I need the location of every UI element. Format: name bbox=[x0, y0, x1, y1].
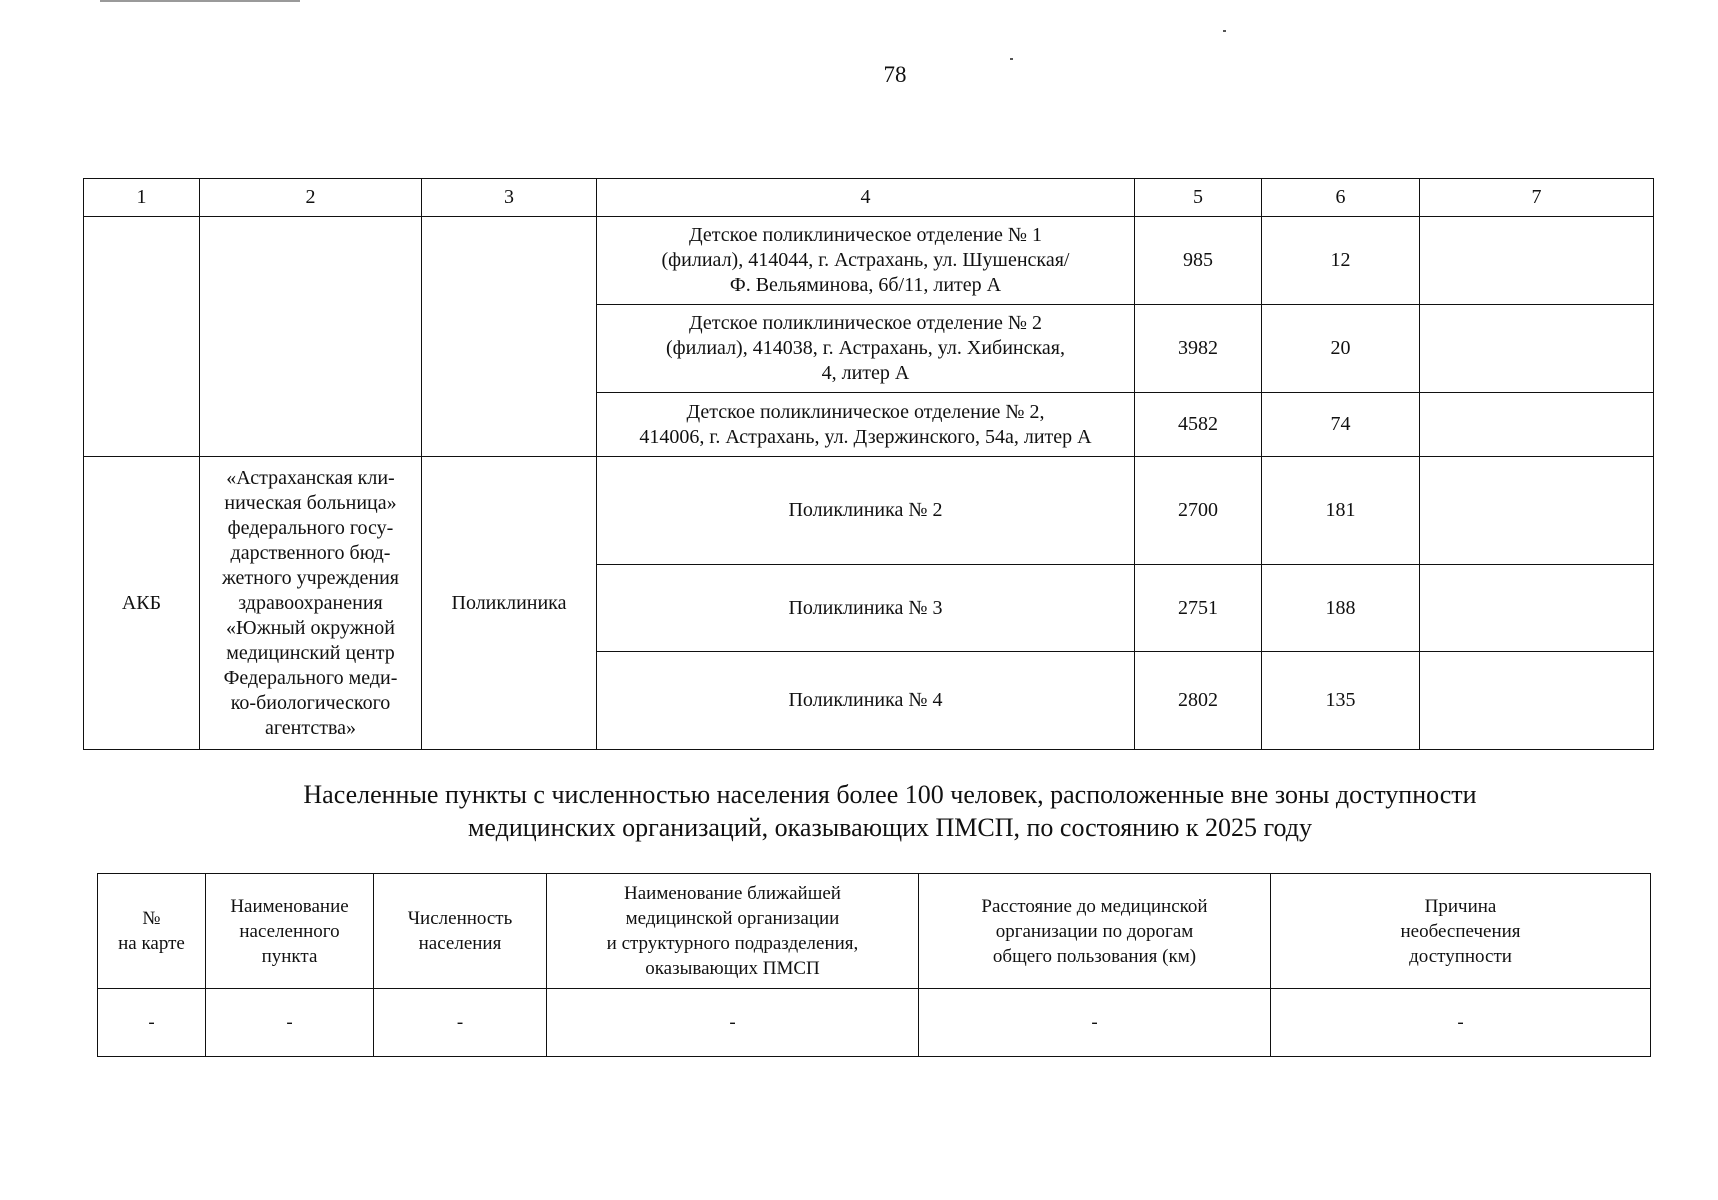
page-number: 78 bbox=[883, 62, 907, 87]
scan-speck bbox=[1223, 30, 1226, 32]
text-line: дарственного бюд- bbox=[230, 541, 391, 564]
text-line: ко-биологического bbox=[230, 691, 391, 714]
code-cell bbox=[84, 217, 200, 457]
value-cell: 2802 bbox=[1135, 652, 1262, 750]
facilities-table bbox=[83, 178, 1654, 750]
column-number: 1 bbox=[84, 179, 200, 217]
empty-value-cell: - bbox=[206, 989, 374, 1057]
value-cell: 12 bbox=[1262, 217, 1420, 305]
type-cell bbox=[422, 217, 597, 457]
title-line: Населенные пункты с численностью населения более 100 человек, расположенные вне зоны доступности bbox=[303, 780, 1477, 809]
header-line: Наименование ближайшей bbox=[624, 883, 841, 904]
empty-value-cell: - bbox=[374, 989, 547, 1057]
header-map-number bbox=[98, 874, 206, 989]
code-cell: АКБ bbox=[84, 457, 200, 750]
empty-value-cell: - bbox=[547, 989, 919, 1057]
value-cell: 20 bbox=[1262, 305, 1420, 393]
text-line: Детское поликлиническое отделение № 2, bbox=[686, 400, 1045, 423]
text-line: (филиал), 414038, г. Астрахань, ул. Хибинская, bbox=[666, 337, 1065, 359]
subdivision-cell: Поликлиника № 2 bbox=[597, 457, 1135, 565]
text-line: жетного учреждения bbox=[222, 566, 399, 589]
column-number: 3 bbox=[422, 179, 597, 217]
header-line: Расстояние до медицинской bbox=[981, 895, 1208, 917]
note-cell bbox=[1420, 652, 1654, 750]
value-cell: 3982 bbox=[1135, 305, 1262, 393]
note-cell bbox=[1420, 457, 1654, 565]
header-line: Наименование bbox=[230, 895, 349, 917]
note-cell bbox=[1420, 305, 1654, 393]
note-cell bbox=[1420, 565, 1654, 652]
title-line: медицинских организаций, оказывающих ПМСП, по состоянию к 2025 году bbox=[467, 813, 1313, 842]
header-line: оказывающих ПМСП bbox=[645, 958, 820, 979]
empty-value-cell: - bbox=[98, 989, 206, 1057]
header-line: необеспечения bbox=[1400, 920, 1521, 942]
header-reason bbox=[1271, 874, 1651, 989]
header-line: общего пользования (км) bbox=[992, 945, 1197, 967]
value-cell: 188 bbox=[1262, 565, 1420, 652]
header-line: и структурного подразделения, bbox=[606, 933, 859, 954]
section-title bbox=[100, 778, 1680, 844]
text-line: Ф. Вельяминова, 6б/11, литер А bbox=[729, 274, 1002, 296]
text-line: «Южный окружной bbox=[226, 616, 395, 639]
note-cell bbox=[1420, 217, 1654, 305]
header-nearest-organization bbox=[547, 874, 919, 989]
text-line: Федерального меди- bbox=[223, 666, 398, 689]
text-line: 4, литер А bbox=[821, 362, 910, 384]
header-line: № bbox=[142, 908, 161, 929]
value-cell: 4582 bbox=[1135, 393, 1262, 457]
table-row bbox=[98, 989, 1651, 1057]
note-cell bbox=[1420, 393, 1654, 457]
column-number-row bbox=[84, 179, 1654, 217]
header-line: населения bbox=[418, 933, 502, 954]
type-cell: Поликлиника bbox=[422, 457, 597, 750]
empty-value-cell: - bbox=[919, 989, 1271, 1057]
text-line: (филиал), 414044, г. Астрахань, ул. Шушенская/ bbox=[661, 249, 1070, 271]
subdivision-cell bbox=[597, 305, 1135, 393]
table-row bbox=[84, 217, 1654, 305]
scan-edge-mark bbox=[100, 0, 300, 4]
text-line: агентства» bbox=[264, 716, 357, 739]
header-settlement-name bbox=[206, 874, 374, 989]
text-line: федерального госу- bbox=[227, 516, 394, 539]
header-line: пункта bbox=[261, 945, 318, 967]
subdivision-cell bbox=[597, 393, 1135, 457]
text-line: медицинский центр bbox=[226, 641, 395, 664]
header-line: медицинской организации bbox=[625, 908, 840, 929]
header-line: на карте bbox=[118, 933, 185, 954]
settlements-table bbox=[97, 873, 1651, 1057]
value-cell: 181 bbox=[1262, 457, 1420, 565]
subdivision-cell: Поликлиника № 4 bbox=[597, 652, 1135, 750]
column-number: 7 bbox=[1420, 179, 1654, 217]
value-cell: 135 bbox=[1262, 652, 1420, 750]
header-population bbox=[374, 874, 547, 989]
header-line: организации по дорогам bbox=[995, 920, 1194, 942]
value-cell: 74 bbox=[1262, 393, 1420, 457]
header-line: доступности bbox=[1409, 945, 1512, 967]
value-cell: 985 bbox=[1135, 217, 1262, 305]
column-number: 2 bbox=[200, 179, 422, 217]
organization-cell bbox=[200, 217, 422, 457]
column-number: 6 bbox=[1262, 179, 1420, 217]
empty-value-cell: - bbox=[1271, 989, 1651, 1057]
header-row bbox=[98, 874, 1651, 989]
column-number: 4 bbox=[597, 179, 1135, 217]
text-line: здравоохранения bbox=[238, 591, 383, 614]
text-line: 414006, г. Астрахань, ул. Дзержинского, 54а, литер А bbox=[639, 425, 1092, 448]
header-line: населенного bbox=[239, 920, 340, 942]
text-line: «Астраханская кли- bbox=[226, 466, 395, 489]
organization-cell bbox=[200, 457, 422, 750]
text-line: Детское поликлиническое отделение № 2 bbox=[689, 312, 1042, 334]
text-line: Детское поликлиническое отделение № 1 bbox=[689, 224, 1042, 246]
subdivision-cell: Поликлиника № 3 bbox=[597, 565, 1135, 652]
value-cell: 2751 bbox=[1135, 565, 1262, 652]
table-row bbox=[84, 457, 1654, 565]
value-cell: 2700 bbox=[1135, 457, 1262, 565]
header-line: Причина bbox=[1424, 895, 1497, 917]
subdivision-cell bbox=[597, 217, 1135, 305]
scan-speck bbox=[1010, 58, 1013, 60]
header-line: Численность bbox=[407, 908, 513, 929]
header-distance bbox=[919, 874, 1271, 989]
column-number: 5 bbox=[1135, 179, 1262, 217]
text-line: ническая больница» bbox=[224, 491, 397, 514]
